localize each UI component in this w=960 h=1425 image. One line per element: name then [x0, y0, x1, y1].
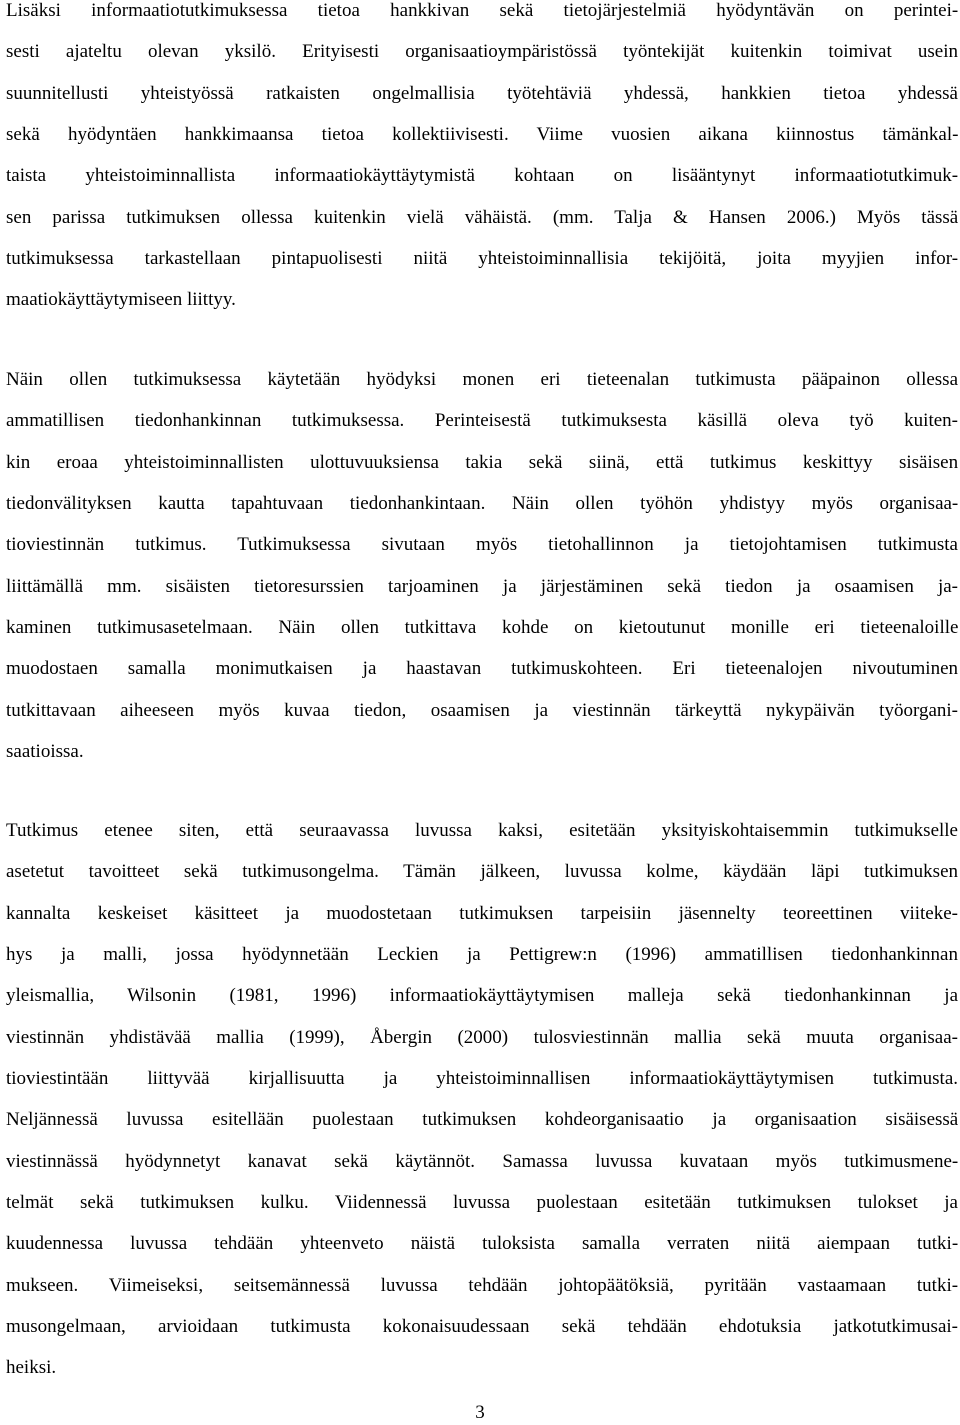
text-line: tioviestintään liittyvää kirjallisuutta ja yhteistoiminnallisen informaatiokäyttäytymisen tutkimusta. — [6, 1068, 958, 1090]
text-line: viestinnän yhdistävää mallia (1999), Åbergin (2000) tulosviestinnän mallia sekä muuta organisaa- — [6, 1026, 958, 1048]
text-line: Lisäksi informaatiotutkimuksessa tietoa hankkivan sekä tietojärjestelmiä hyödyntävän on perintei- — [6, 0, 959, 21]
text-line: kannalta keskeiset käsitteet ja muodostetaan tutkimuksen tarpeisiin jäsennelty teoreettinen viiteke- — [6, 902, 958, 924]
text-line: mukseen. Viimeiseksi, seitsemännessä luvussa tehdään johtopäätöksiä, pyritään vastaamaan tutki- — [6, 1274, 959, 1296]
text-line: sen parissa tutkimuksen ollessa kuitenkin vielä vähäistä. (mm. Talja & Hansen 2006.) Myös tässä — [6, 206, 959, 228]
text-line: tutkimuksessa tarkastellaan pintapuolisesti niitä yhteistoiminnallisia tekijöitä, joita myyjien infor- — [6, 248, 959, 270]
text-line: saatioissa. — [6, 741, 84, 763]
text-line: kaminen tutkimusasetelmaan. Näin ollen tutkittava kohde on kietoutunut monille eri tieteenaloille — [6, 617, 959, 639]
text-line: hys ja malli, jossa hyödynnetään Leckien ja Pettigrew:n (1996) ammatillisen tiedonhankinnan — [6, 944, 958, 966]
text-line: liittämällä mm. sisäisten tietoresurssien tarjoaminen ja järjestäminen sekä tiedon ja osaamisen ja- — [6, 575, 958, 597]
text-line: sesti ajateltu olevan yksilö. Erityisesti organisaatioympäristössä työntekijät kuitenkin toimivat usein — [6, 41, 958, 63]
text-line: kuudennessa luvussa tehdään yhteenveto näistä tuloksista samalla verraten niitä aiempaan tutki- — [6, 1233, 959, 1255]
text-line: tioviestinnän tutkimus. Tutkimuksessa sivutaan myös tietohallinnon ja tietojohtamisen tutkimusta — [6, 534, 958, 556]
text-line: tutkittavaan aiheeseen myös kuvaa tiedon, osaamisen ja viestinnän tärkeyttä nykypäivän työorgani- — [6, 699, 958, 721]
text-line: yleismallia, Wilsonin (1981, 1996) informaatiokäyttäytymisen malleja sekä tiedonhankinnan ja — [6, 985, 958, 1007]
text-line: ammatillisen tiedonhankinnan tutkimuksessa. Perinteisestä tutkimuksesta käsillä oleva työ kuiten- — [6, 410, 958, 432]
paragraph-1 — [6, 0, 958, 321]
text-line: Tutkimus etenee siten, että seuraavassa luvussa kaksi, esitetään yksityiskohtaisemmin tutkimukselle — [6, 820, 958, 841]
text-line: tiedonvälityksen kautta tapahtuvaan tiedonhankintaan. Näin ollen työhön yhdistyy myös organisaa- — [6, 493, 959, 515]
text-line: taista yhteistoiminnallista informaatiokäyttäytymistä kohtaan on lisääntynyt informaatiotutkimuk- — [6, 165, 959, 187]
text-line: Neljännessä luvussa esitellään puolestaan tutkimuksen kohdeorganisaatio ja organisaation sisäisessä — [6, 1109, 959, 1131]
text-line: kin eroaa yhteistoiminnallisten ulottuvuuksiensa takia sekä siinä, että tutkimus keskittyy sisäisen — [6, 451, 959, 473]
text-line: maatiokäyttäytymiseen liittyy. — [6, 289, 236, 311]
text-line: suunnitellusti yhteistyössä ratkaisten ongelmallisia työtehtäviä yhdessä, hankkien tietoa yhdessä — [6, 82, 958, 104]
paragraph-3 — [6, 810, 958, 1389]
text-line: heiksi. — [6, 1357, 57, 1379]
text-line: muodostaen samalla monimutkaisen ja haastavan tutkimuskohteen. Eri tieteenalojen nivoutuminen — [6, 658, 958, 680]
text-line: sekä hyödyntäen hankkimaansa tietoa kollektiivisesti. Viime vuosien aikana kiinnostus tämänkal- — [6, 124, 959, 146]
text-line: Näin ollen tutkimuksessa käytetään hyödyksi monen eri tieteenalan tutkimusta pääpainon ollessa — [6, 369, 958, 390]
paragraph-2 — [6, 359, 958, 772]
text-line: musongelmaan, arvioidaan tutkimusta kokonaisuudessaan sekä tehdään ehdotuksia jatkotutkimusai- — [6, 1316, 958, 1338]
page-number: 3 — [475, 1402, 485, 1423]
text-line: viestinnässä hyödynnetyt kanavat sekä käytännöt. Samassa luvussa kuvataan myös tutkimusmene- — [6, 1150, 959, 1172]
text-line: telmät sekä tutkimuksen kulku. Viidennessä luvussa puolestaan esitetään tutkimuksen tulokset ja — [6, 1192, 958, 1214]
text-line: asetetut tavoitteet sekä tutkimusongelma. Tämän jälkeen, luvussa kolme, käydään läpi tutkimuksen — [6, 861, 958, 883]
